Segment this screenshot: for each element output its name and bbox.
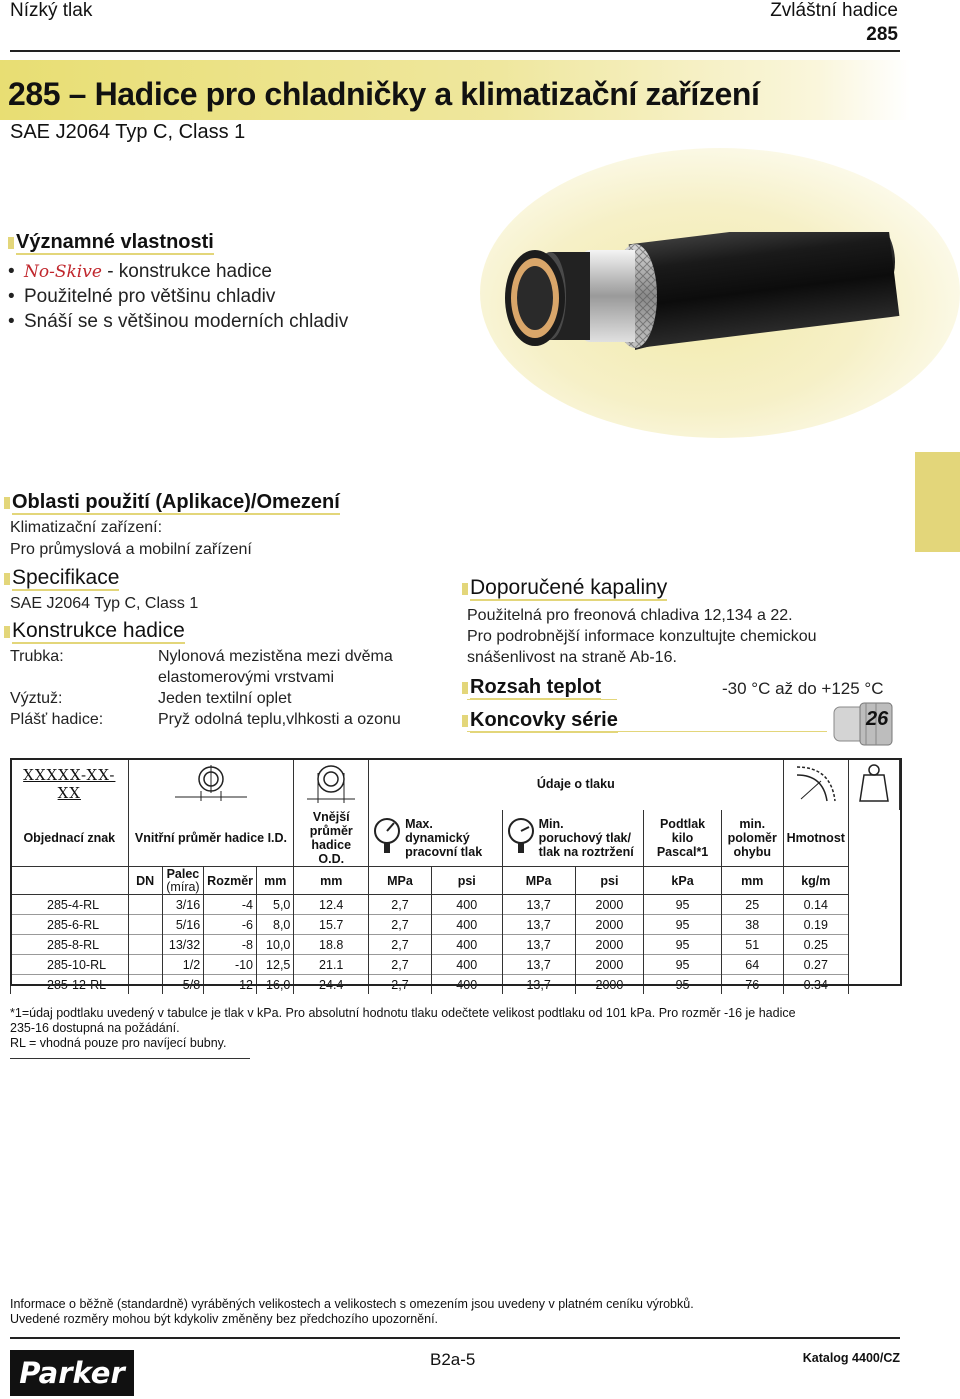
cell-mm: 16,0	[257, 975, 294, 995]
cell-size: -4	[204, 895, 257, 915]
fittings-rule	[467, 731, 827, 732]
cell-vac: 95	[644, 975, 722, 995]
cell-vac: 95	[644, 955, 722, 975]
cell-inch: 5/16	[162, 915, 203, 935]
table-row	[11, 915, 900, 935]
cell-blank	[128, 955, 162, 975]
vac-line: kilo	[671, 831, 694, 845]
table-row	[11, 955, 900, 975]
fittings-series: 26	[866, 708, 889, 730]
bend-icon-cell	[783, 758, 848, 810]
unit-inch	[162, 867, 203, 895]
vac-line: Podtlak	[659, 817, 706, 831]
feature-item: • No-Skive - konstrukce hadice	[8, 261, 272, 282]
construction-heading: Konstrukce hadice	[4, 619, 185, 643]
cell-inch: 3/16	[162, 895, 203, 915]
maxwp-line: pracovní tlak	[405, 845, 483, 859]
table-body	[11, 895, 900, 995]
cell-wp_psi: 400	[431, 975, 502, 995]
feature-item: • Použitelné pro většinu chladiv	[8, 286, 276, 307]
cell-vac: 95	[644, 915, 722, 935]
od-icon-cell	[294, 758, 369, 810]
specification-value: SAE J2064 Typ C, Class 1	[10, 595, 199, 612]
bend-line: poloměr	[727, 831, 777, 845]
cell-bp_mpa: 13,7	[502, 935, 575, 955]
weight-icon	[852, 761, 896, 805]
cell-inch: 13/32	[162, 935, 203, 955]
cell-size: -8	[204, 935, 257, 955]
applications-heading: Oblasti použití (Aplikace)/Omezení	[4, 491, 340, 514]
col-burst-pressure	[502, 810, 644, 867]
cell-bp_psi: 2000	[575, 955, 644, 975]
unit-order-blank	[11, 867, 129, 895]
unit-dn: DN	[128, 867, 162, 895]
cell-code: 285-8-RL	[11, 935, 129, 955]
header-rule	[10, 50, 900, 52]
cell-weight: 0.34	[783, 975, 848, 995]
specification-table	[10, 758, 900, 994]
cell-bp_psi: 2000	[575, 975, 644, 995]
cell-mm: 12,5	[257, 955, 294, 975]
fluids-heading: Doporučené kapaliny	[462, 576, 667, 600]
cell-blank	[128, 895, 162, 915]
cell-od: 12.4	[294, 895, 369, 915]
cell-bend: 64	[721, 955, 783, 975]
reinforcement-label: Výztuž:	[10, 690, 63, 707]
cell-wp_mpa: 2,7	[369, 955, 432, 975]
vac-line: Pascal*1	[656, 845, 709, 859]
applications-line: Klimatizační zařízení:	[10, 519, 163, 536]
cell-od: 24.4	[294, 975, 369, 995]
unit-burst-mpa: MPa	[502, 867, 575, 895]
maxwp-line: Max. dynamický	[405, 817, 470, 845]
col-outer-diameter	[294, 810, 369, 867]
unit-od-mm: mm	[294, 867, 369, 895]
unit-bend-mm: mm	[721, 867, 783, 895]
unit-psi: psi	[431, 867, 502, 895]
footer-catalog: Katalog 4400/CZ	[802, 1351, 900, 1365]
table-row	[11, 975, 900, 995]
cell-vac: 95	[644, 895, 722, 915]
cell-bp_psi: 2000	[575, 935, 644, 955]
cell-weight: 0.27	[783, 955, 848, 975]
cell-bp_mpa: 13,7	[502, 915, 575, 935]
cell-bend: 51	[721, 935, 783, 955]
cell-weight: 0.25	[783, 935, 848, 955]
cell-bp_psi: 2000	[575, 915, 644, 935]
burst-line: poruchový tlak/	[538, 831, 631, 845]
od-line: Vnější	[312, 810, 350, 824]
page-subtitle: SAE J2064 Typ C, Class 1	[10, 121, 246, 143]
col-order: Objednací znak	[11, 810, 129, 867]
cell-wp_psi: 400	[431, 955, 502, 975]
cell-blank	[128, 915, 162, 935]
cell-mm: 5,0	[257, 895, 294, 915]
cell-bp_mpa: 13,7	[502, 975, 575, 995]
note-vacuum-cont: 235-16 dostupná na požádání.	[10, 1021, 180, 1035]
cell-od: 18.8	[294, 935, 369, 955]
cell-bp_psi: 2000	[575, 895, 644, 915]
cell-wp_mpa: 2,7	[369, 915, 432, 935]
cell-inch: 5/8	[162, 975, 203, 995]
temperature-value: -30 °C až do +125 °C	[722, 679, 884, 698]
weight-icon-cell	[849, 758, 900, 810]
header-page-code: 285	[866, 24, 898, 45]
cell-bp_mpa: 13,7	[502, 895, 575, 915]
od-line: průměr	[309, 824, 353, 838]
col-inner-diameter: Vnitřní průměr hadice I.D.	[128, 810, 294, 867]
specification-heading: Specifikace	[4, 566, 119, 590]
cell-wp_psi: 400	[431, 935, 502, 955]
footer-page: B2a-5	[430, 1350, 476, 1369]
noskive-logo: No-Skive	[24, 262, 102, 282]
cover-label: Plášť hadice:	[10, 711, 104, 728]
col-max-working-pressure	[369, 810, 503, 867]
feature-item: • Snáší se s většinou moderních chladiv	[8, 311, 349, 332]
features-heading: Významné vlastnosti	[8, 231, 214, 254]
hose-image	[495, 232, 900, 362]
cell-size: -6	[204, 915, 257, 935]
tube-value-cont: elastomerovými vrstvami	[158, 669, 335, 686]
cell-size: -10	[204, 955, 257, 975]
cell-blank	[128, 935, 162, 955]
code-pattern-cell	[11, 758, 129, 810]
outer-diameter-icon	[301, 761, 361, 805]
unit-kpa: kPa	[644, 867, 722, 895]
cell-bend: 76	[721, 975, 783, 995]
pressure-group-header: Údaje o tlaku	[369, 758, 784, 810]
cell-od: 15.7	[294, 915, 369, 935]
fluids-line: Použitelná pro freonová chladiva 12,134 a 22.	[467, 607, 793, 624]
bend-line: min.	[739, 817, 766, 831]
header-category-right: Zvláštní hadice	[770, 0, 898, 21]
cell-code: 285-12-RL	[11, 975, 129, 995]
od-line: hadice O.D.	[311, 838, 352, 866]
cell-blank	[128, 975, 162, 995]
reinforcement-value: Jeden textilní oplet	[158, 690, 292, 707]
id-icon-cell	[128, 758, 294, 810]
col-bend-radius	[721, 810, 783, 867]
cell-bend: 25	[721, 895, 783, 915]
note-rl: RL = vhodná pouze pro navíjecí bubny.	[10, 1036, 227, 1050]
tube-value: Nylonová mezistěna mezi dvěma	[158, 648, 393, 665]
table-row	[11, 935, 900, 955]
cell-code: 285-10-RL	[11, 955, 129, 975]
cell-wp_psi: 400	[431, 895, 502, 915]
unit-mm: mm	[257, 867, 294, 895]
cell-bend: 38	[721, 915, 783, 935]
inner-diameter-icon	[171, 761, 251, 805]
fluids-line: Pro podrobnější informace konzultujte chemickou	[467, 628, 817, 645]
note-vacuum: *1=údaj podtlaku uvedený v tabulce je tlak v kPa. Pro absolutní hodnotu tlaku odečtete velikost podtlaku od 101 kPa. Pro rozměr -16 je hadice	[10, 1006, 796, 1020]
unit-kgm: kg/m	[783, 867, 848, 895]
table-row	[11, 895, 900, 915]
cell-code: 285-4-RL	[11, 895, 129, 915]
cell-od: 21.1	[294, 955, 369, 975]
page-title: 285 – Hadice pro chladničky a klimatizační zařízení	[8, 76, 760, 112]
cell-code: 285-6-RL	[11, 915, 129, 935]
cell-weight: 0.19	[783, 915, 848, 935]
burst-line: Min.	[538, 817, 564, 831]
cell-wp_psi: 400	[431, 915, 502, 935]
header-category-left: Nízký tlak	[10, 0, 93, 21]
notes-rule	[10, 1058, 250, 1059]
applications-line: Pro průmyslová a mobilní zařízení	[10, 541, 252, 558]
fittings-heading: Koncovky série	[462, 709, 618, 732]
burst-line: tlak na roztržení	[538, 845, 634, 859]
cell-wp_mpa: 2,7	[369, 895, 432, 915]
cell-wp_mpa: 2,7	[369, 975, 432, 995]
gauge-icon	[373, 817, 401, 857]
col-weight: Hmotnost	[783, 810, 848, 867]
col-vacuum	[644, 810, 722, 867]
cell-size: -12	[204, 975, 257, 995]
cell-inch: 1/2	[162, 955, 203, 975]
cover-value: Pryž odolná teplu,vlhkosti a ozonu	[158, 711, 401, 728]
bend-line: ohybu	[733, 845, 771, 859]
cell-bp_mpa: 13,7	[502, 955, 575, 975]
cell-mm: 8,0	[257, 915, 294, 935]
parker-logo: Parker	[10, 1350, 134, 1396]
cell-mm: 10,0	[257, 935, 294, 955]
tube-label: Trubka:	[10, 648, 64, 665]
cell-wp_mpa: 2,7	[369, 935, 432, 955]
fluids-line: snášenlivost na straně Ab-16.	[467, 649, 677, 666]
temperature-heading: Rozsah teplot	[462, 676, 601, 699]
bend-radius-icon	[791, 761, 841, 805]
cell-vac: 95	[644, 935, 722, 955]
unit-size: Rozměr	[204, 867, 257, 895]
burst-gauge-icon	[507, 817, 535, 857]
unit-inch-line: Palec	[166, 866, 200, 881]
footer-info-2: Uvedené rozměry mohou být kdykoliv změněny bez předchozího upozornění.	[10, 1312, 439, 1326]
footer-info-1: Informace o běžně (standardně) vyráběných velikostech a velikostech s omezením jsou uvedeny v platném ceníku výrobků.	[10, 1297, 694, 1311]
temperature-rule	[467, 699, 617, 700]
unit-mpa: MPa	[369, 867, 432, 895]
unit-burst-psi: psi	[575, 867, 644, 895]
footer-rule	[10, 1337, 900, 1339]
section-tab	[915, 452, 960, 552]
unit-inch-line: (míra)	[166, 879, 200, 894]
cell-weight: 0.14	[783, 895, 848, 915]
code-pattern: XXXXX-XX-XX	[23, 766, 116, 802]
